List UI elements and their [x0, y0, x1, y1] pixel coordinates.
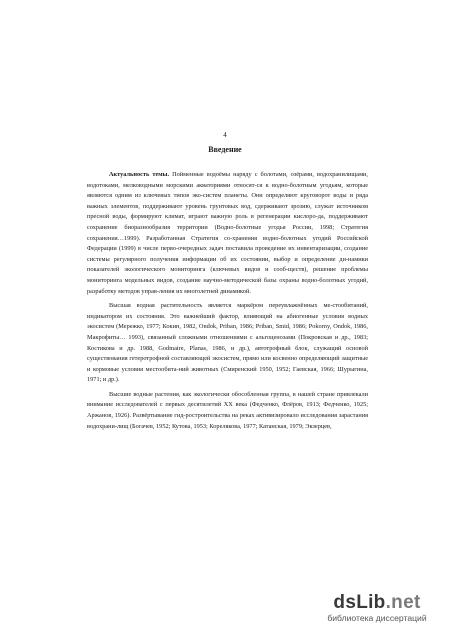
- paragraph-3: [87, 390, 368, 432]
- watermark-logo-suffix: .net: [385, 592, 421, 613]
- paragraph-1: [87, 170, 368, 297]
- paragraph-text: Пойменные водоёмы наряду с болотами, озёрами, водохранилищами, водотоками, мелководными морскими акваториями относят-ся к водно-болотным угодьям, которые являются одним из ключевых типов эко-систем планеты. Они определяют круговорот воды и ряда важных элементов, поддерживают уровень грунтовых вод, сдерживают эрозию, служат источником пресной воды, формируют климат, играют важную роль в регенерации кислоро-да, поддерживают сохранение биоразнообразия территории (Водно-болотные угодья России, 1998; Стратегия сохранения…1999). Разработанная Стратегия со-хранения водно-болотных угодий Российской Федерации (1999) в числе перво-очередных задач поставила проведение их инвентаризации, создание системы регулярного получения информации об их состоянии, выбор и определение ди-намики показателей экологического мониторинга (ключевых видов и сооб-ществ), решение проблемы мониторинга модельных видов, создание научно-методической базы охраны водно-болотных угодий, разработку методов управ-ления их многолетней динамикой.: [87, 171, 368, 295]
- paragraph-lead: Актуальность темы.: [109, 171, 170, 178]
- document-body: [87, 170, 368, 432]
- watermark-logo: [322, 593, 432, 613]
- watermark-subtitle: библиотека диссертаций: [327, 613, 427, 623]
- paragraph-text: Высшие водные растения, как экологически обособленная группа, в нашей стране привлекали внимание исследователей с первых десятилетий XX века (Федченко, Флёров, 1913; Федченко, 1925; Аржанов, 1926). Развёртывание гид-ростроительства на реках активизировало исследования зарастания водохрани-лищ (Богачев, 1952; Кутова, 1953; Корелякова, 1977; Катанская, 1979; Экзерцев,: [87, 390, 368, 430]
- page-heading: Введение: [208, 145, 242, 154]
- page-number: 4: [223, 131, 227, 139]
- watermark-logo-main: dsLib: [333, 592, 386, 613]
- site-watermark: [322, 593, 432, 624]
- paragraph-2: [87, 301, 368, 386]
- paragraph-text: Высшая водная растительность является маркёром переувлажнённых ме-стообитаний, индикатором их состояния. Это важнейший фактор, влияющий на абиогенные условия водных экосистем (Мережко, 1977; Кокин, 1982, Ondok, Priban, 1986; Priban, Smid, 1986; Pokorny, Ondok, 1986, Макрофиты… 1993), связанный сложными отношениями с альгоценозами (Покровская и др., 1983; Костикова и др. 1988, Godmaire, Planas, 1986, и др.), автотрофный блок, служащий основой существования гетеротрофной составляющей экосистем, прямо или косвенно определяющий защитные и кормовые условия местообита-ний животных (Смиренский 1950, 1952; Гаевская, 1966; Шурыгина, 1971; и др.).: [87, 302, 368, 384]
